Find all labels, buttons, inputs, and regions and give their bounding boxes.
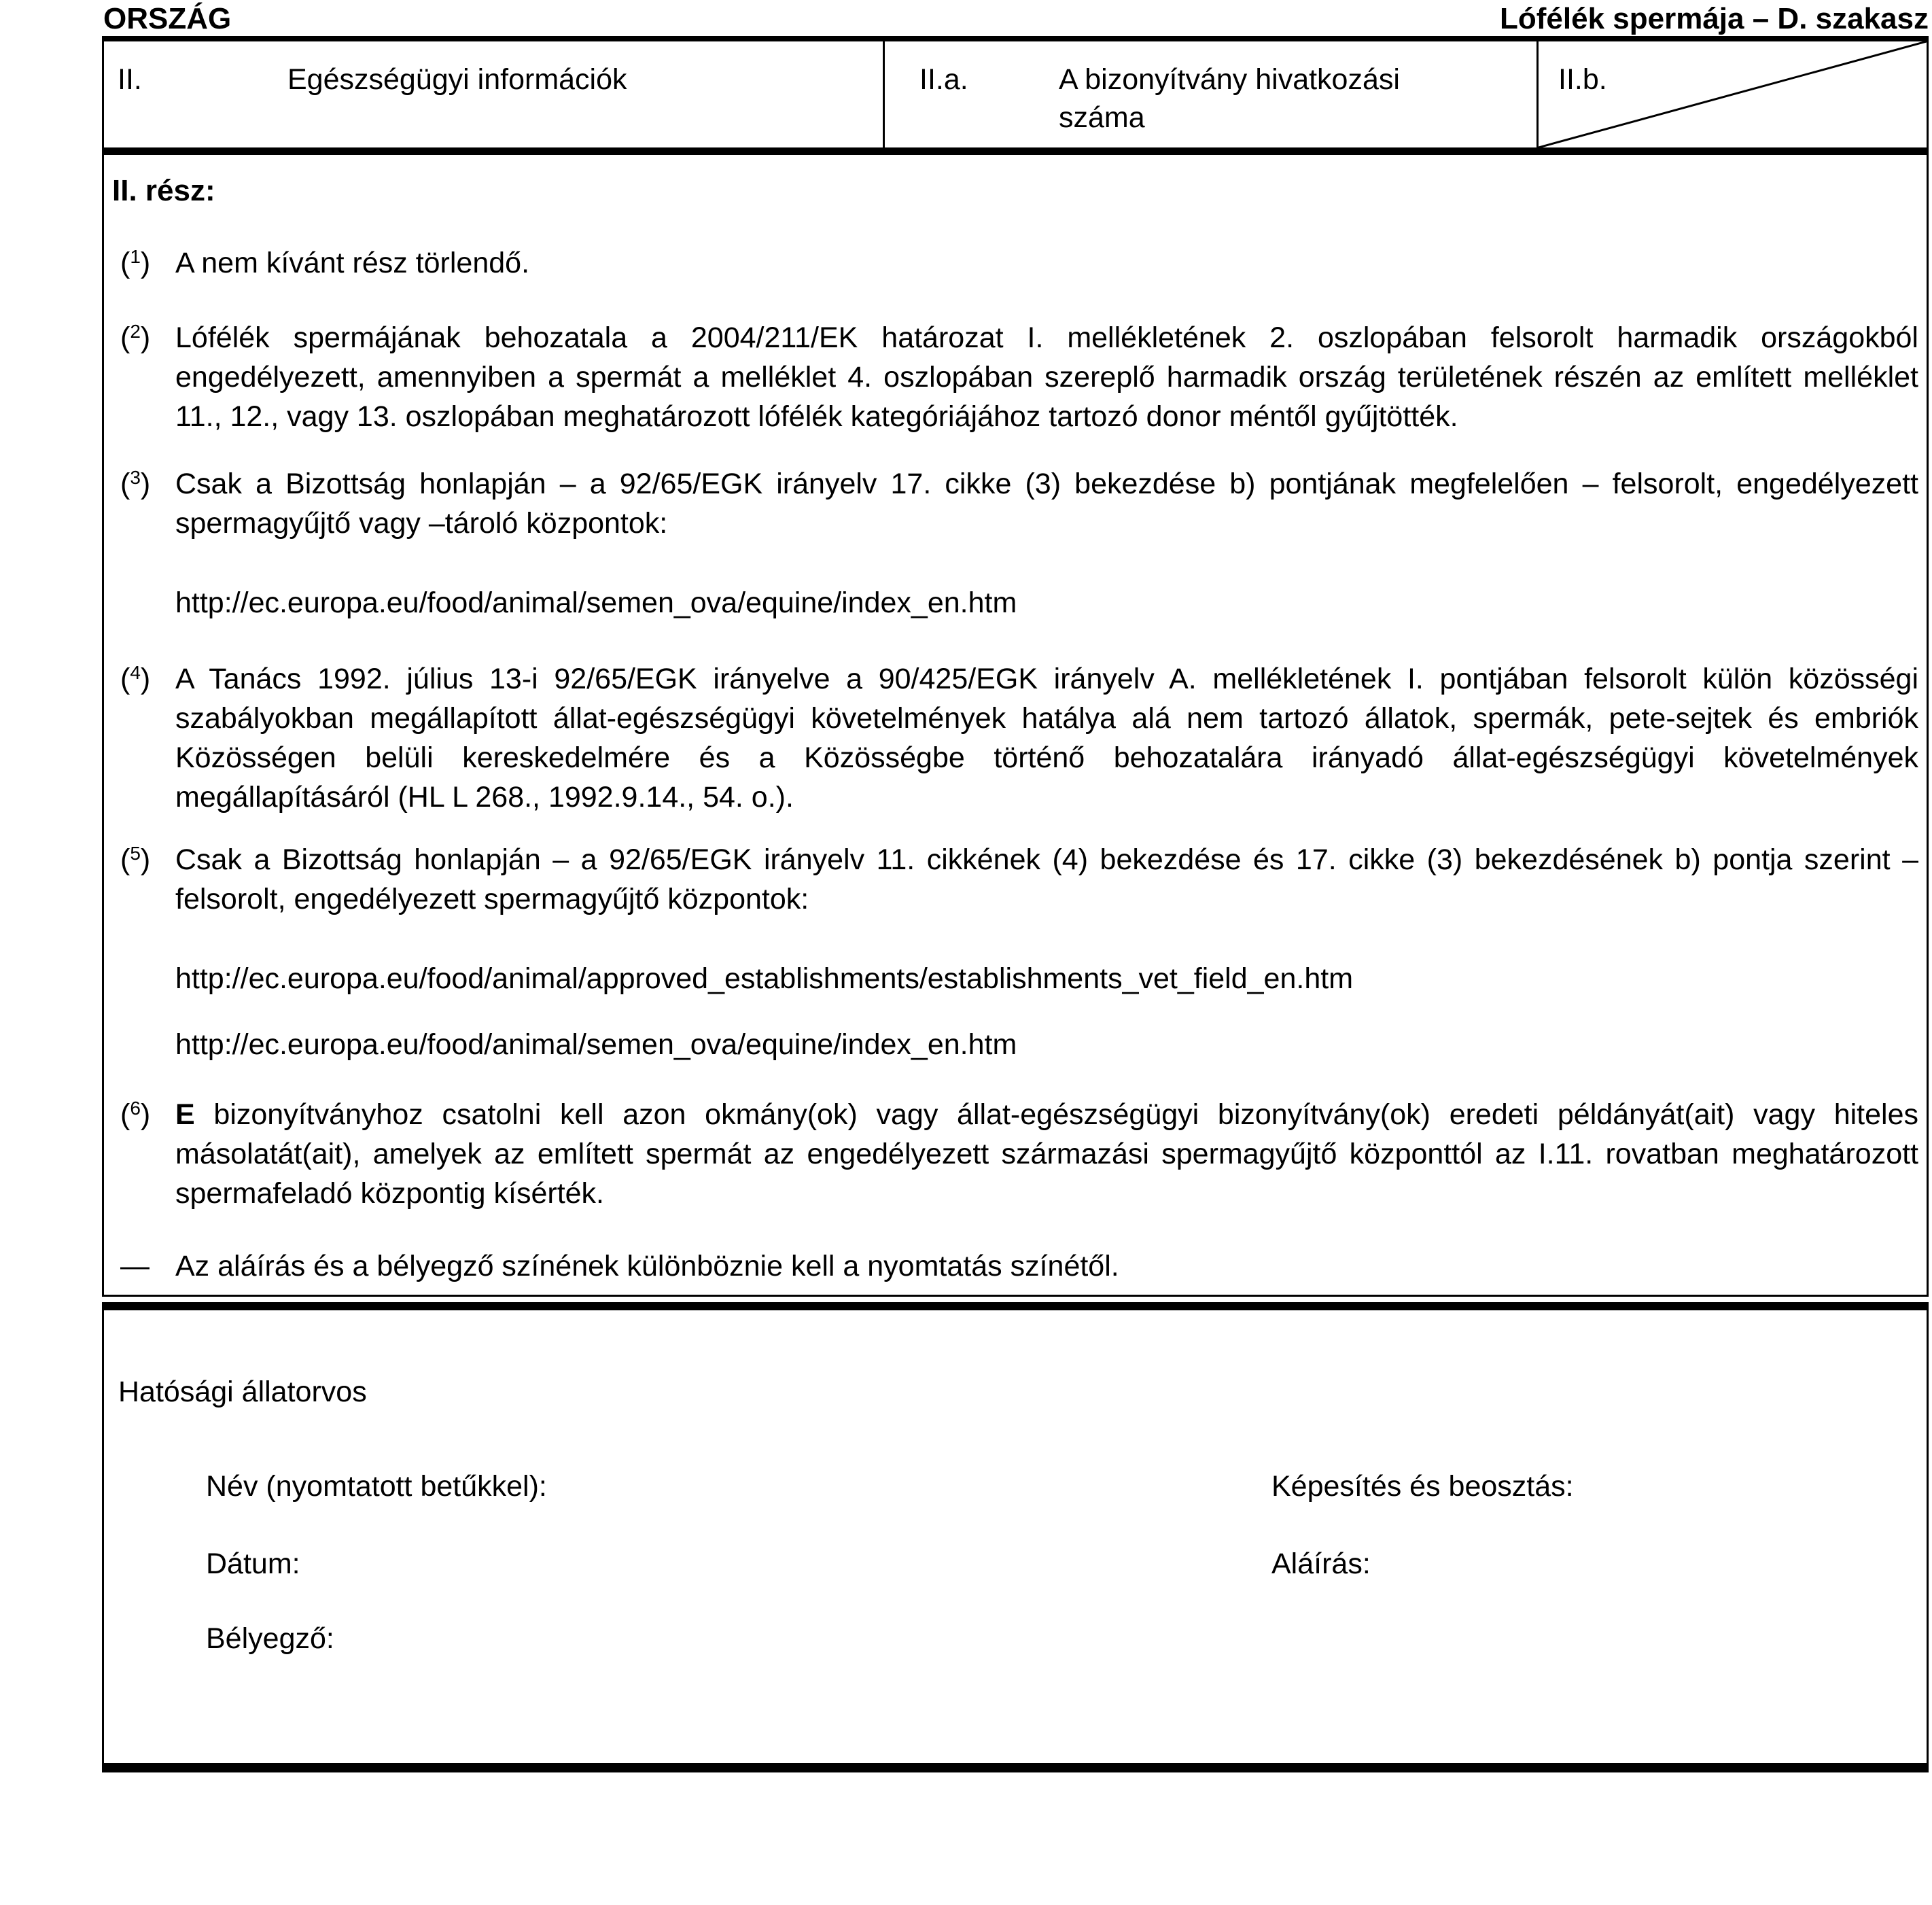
dash-marker: — [120,1250,150,1282]
footnote-text: A Tanács 1992. július 13-i 92/65/EGK irányelve a 90/425/EGK irányelv A. mellékletének I. pontjában felsorolt külön közösségi szabályokban megállapított állat-egészségügyi követelmények hatálya alá nem tartozó állatok, spermák, pete-sejtek és embriók Közösségen belüli kereskedelmére és a Közösségbe történő behozatalára irányadó állat-egészségügyi követelmények megállapításáról (HL L 268., 1992.9.14., 54. o.). [175,663,1918,814]
cell-code: II.b. [1558,63,1607,96]
official-veterinarian-section [102,1310,1929,1772]
footnote-marker: ($^3$) [120,467,151,500]
name-label: Név (nyomtatott betűkkel): [206,1470,547,1503]
footnote-5-url-2: http://ec.europa.eu/food/animal/semen_ova/equine/index_en.htm [175,1028,1017,1061]
date-label: Dátum: [206,1548,300,1580]
dash-note-text: Az aláírás és a bélyegző színének különböznie kell a nyomtatás színétől. [175,1250,1119,1282]
page-title: Lófélék spermája – D. szakasz [1500,2,1929,35]
footnote-6 [120,1095,1932,1213]
officer-heading: Hatósági állatorvos [118,1376,367,1408]
section-divider [102,1302,1929,1310]
table-cell-certificate-ref [883,41,1536,147]
footnote-marker: ($^4$) [120,662,151,695]
reference-table [102,36,1929,153]
footnote-text: Csak a Bizottság honlapján – a 92/65/EGK irányelv 17. cikke (3) bekezdése b) pontjának megfelelően – felsorolt, engedélyezett spermagyűjtő vagy –tároló központok: [175,468,1918,540]
country-label: ORSZÁG [103,2,232,35]
stamp-label: Bélyegző: [206,1622,334,1655]
cell-label: Egészségügyi információk [287,63,627,96]
footnote-text: Csak a Bizottság honlapján – a 92/65/EGK irányelv 11. cikkének (4) bekezdése és 17. cikke (3) bekezdésének b) pontja szerint – felsorolt, engedélyezett spermagyűjtő központok: [175,843,1918,915]
footnote-text [175,1095,1918,1213]
footnote-text: A nem kívánt rész törlendő. [175,247,530,279]
footnote-3 [120,464,1932,543]
footnote-lead: E [175,1098,195,1131]
part2-heading: II. rész: [112,174,215,207]
cell-code: II. [118,63,142,96]
footnote-body: bizonyítványhoz csatolni kell azon okmány(ok) vagy állat-egészségügyi bizonyítvány(ok) eredeti példányát(ait) vagy hiteles másolatát(ait), amelyek az említett spermát az engedélyezett származási spermagyűjtő központtól az I.11. rovatban meghatározott spermafeladó központig kísérték. [175,1098,1918,1210]
cell-label: A bizonyítvány hivatkozási száma [1059,63,1400,134]
footnote-3-url: http://ec.europa.eu/food/animal/semen_ova/equine/index_en.htm [175,587,1017,619]
footnote-marker: ($^1$) [120,246,151,279]
footnote-marker: ($^5$) [120,843,151,876]
footnote-marker: ($^2$) [120,321,151,354]
footnote-5-url-1: http://ec.europa.eu/food/animal/approved_establishments/establishments_vet_field_en.htm [175,962,1354,995]
qualification-label: Képesítés és beosztás: [1271,1470,1574,1503]
footnote-text: Lófélék spermájának behozatala a 2004/211/EK határozat I. mellékletének 2. oszlopában felsorolt harmadik országokból engedélyezett, amennyiben a spermát a melléklet 4. oszlopában szereplő harmadik ország területének részén az említett melléklet 11., 12., vagy 13. oszlopában meghatározott lófélék kategóriájához tartozó donor méntől gyűjtötték. [175,321,1918,433]
signature-label: Aláírás: [1271,1548,1371,1580]
footnote-2 [120,318,1932,436]
footnote-marker: ($^6$) [120,1098,151,1131]
footnote-4 [120,659,1932,817]
cell-code: II.a. [919,63,968,96]
table-cell-health-info [104,41,883,147]
diagonal-strikethrough [1539,41,1927,147]
table-cell-iib [1536,41,1927,147]
notes-section [102,153,1929,1297]
signature-color-note [120,1246,1932,1286]
footnote-5 [120,840,1932,919]
footnote-1 [120,243,1932,283]
